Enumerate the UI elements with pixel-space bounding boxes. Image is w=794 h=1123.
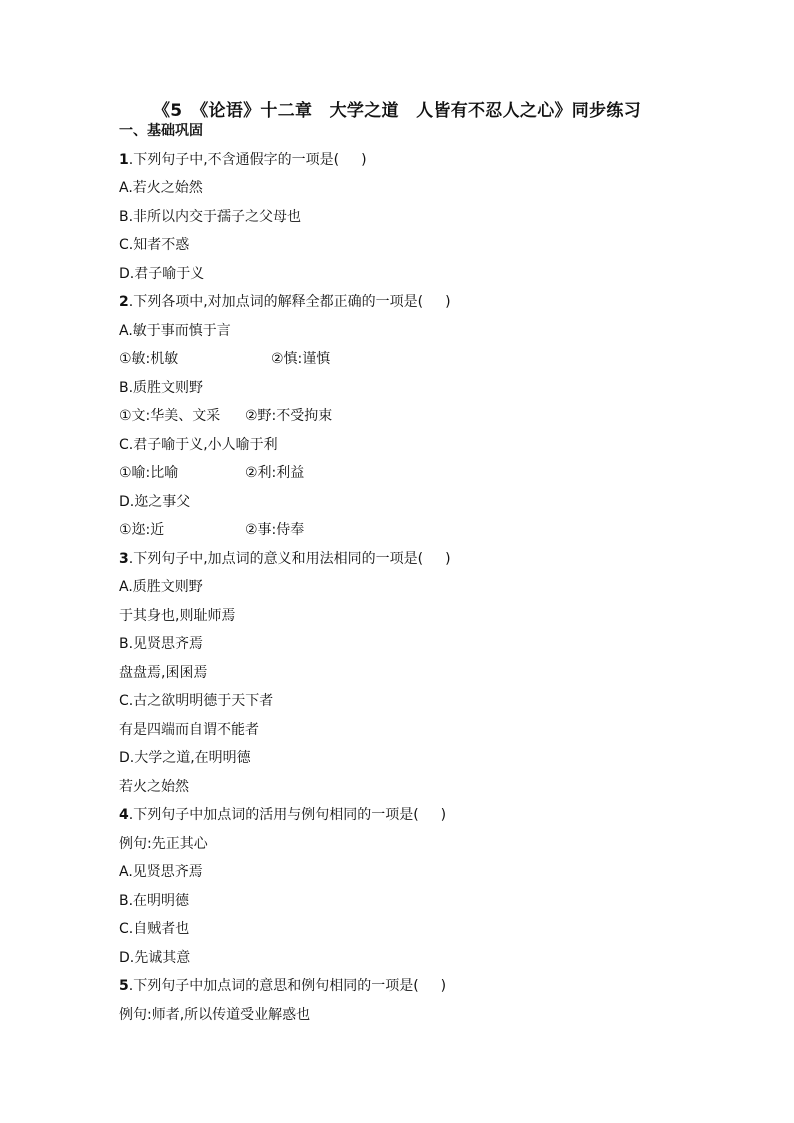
option-a: A.若火之始然 bbox=[119, 180, 203, 196]
option-d: D.先诚其意 bbox=[119, 950, 191, 966]
option-c-note-2: ②利:利益 bbox=[245, 465, 305, 481]
question-number: 1 bbox=[119, 152, 129, 168]
question-number: 2 bbox=[119, 294, 129, 310]
option-c: C.自贼者也 bbox=[119, 921, 190, 937]
answer-paren-close: ) bbox=[445, 294, 451, 310]
option-d-note-1: ①迩:近 bbox=[119, 522, 165, 538]
option-c-note-1: ①喻:比喻 bbox=[119, 465, 179, 481]
option-d: D.君子喻于义 bbox=[119, 266, 205, 282]
option-c: C.古之欲明明德于天下者 bbox=[119, 693, 274, 709]
question-number: 4 bbox=[119, 807, 129, 823]
option-d: D.迩之事父 bbox=[119, 494, 191, 510]
page-title: 《5 《论语》十二章 大学之道 人皆有不忍人之心》同步练习 bbox=[152, 101, 642, 121]
option-b-note-2: ②野:不受拘束 bbox=[245, 408, 333, 424]
question-1-stem bbox=[119, 151, 367, 169]
option-c-compare: 有是四端而自谓不能者 bbox=[119, 722, 259, 738]
option-c: C.知者不惑 bbox=[119, 237, 190, 253]
option-b: B.在明明德 bbox=[119, 893, 190, 909]
option-d-compare: 若火之始然 bbox=[119, 779, 189, 795]
question-text: .下列句子中加点词的活用与例句相同的一项是( bbox=[128, 807, 419, 823]
question-text: .下列句子中,加点词的意义和用法相同的一项是( bbox=[128, 551, 424, 567]
answer-paren-close: ) bbox=[440, 978, 447, 994]
question-number: 3 bbox=[119, 551, 129, 567]
question-3-stem bbox=[119, 550, 451, 568]
answer-paren-close: ) bbox=[440, 807, 447, 823]
option-b-note-1: ①文:华美、文采 bbox=[119, 408, 221, 424]
question-5-stem bbox=[119, 977, 446, 995]
option-b: B.非所以内交于孺子之父母也 bbox=[119, 209, 302, 225]
question-text: .下列句子中,不含通假字的一项是( bbox=[128, 152, 340, 168]
option-a-note-1: ①敏:机敏 bbox=[119, 351, 179, 367]
option-b: B.见贤思齐焉 bbox=[119, 636, 204, 652]
question-text: .下列各项中,对加点词的解释全都正确的一项是( bbox=[128, 294, 424, 310]
option-c: C.君子喻于义,小人喻于利 bbox=[119, 437, 278, 453]
question-text: .下列句子中加点词的意思和例句相同的一项是( bbox=[128, 978, 419, 994]
option-d-note-2: ②事:侍奉 bbox=[245, 522, 305, 538]
question-number: 5 bbox=[119, 978, 129, 994]
option-a-compare: 于其身也,则耻师焉 bbox=[119, 608, 236, 624]
question-4-stem bbox=[119, 806, 446, 824]
answer-paren-close: ) bbox=[361, 152, 367, 168]
option-a: A.见贤思齐焉 bbox=[119, 864, 203, 880]
question-2-stem bbox=[119, 293, 451, 311]
example-sentence: 例句:师者,所以传道受业解惑也 bbox=[119, 1007, 311, 1023]
option-b: B.质胜文则野 bbox=[119, 380, 204, 396]
option-b-compare: 盘盘焉,囷囷焉 bbox=[119, 665, 208, 681]
answer-paren-close: ) bbox=[445, 551, 451, 567]
option-a: A.质胜文则野 bbox=[119, 579, 203, 595]
section-heading: 一、基础巩固 bbox=[119, 123, 203, 139]
option-d: D.大学之道,在明明德 bbox=[119, 750, 251, 766]
option-a-note-2: ②慎:谨慎 bbox=[271, 351, 331, 367]
option-a: A.敏于事而慎于言 bbox=[119, 323, 231, 339]
example-sentence: 例句:先正其心 bbox=[119, 836, 208, 852]
